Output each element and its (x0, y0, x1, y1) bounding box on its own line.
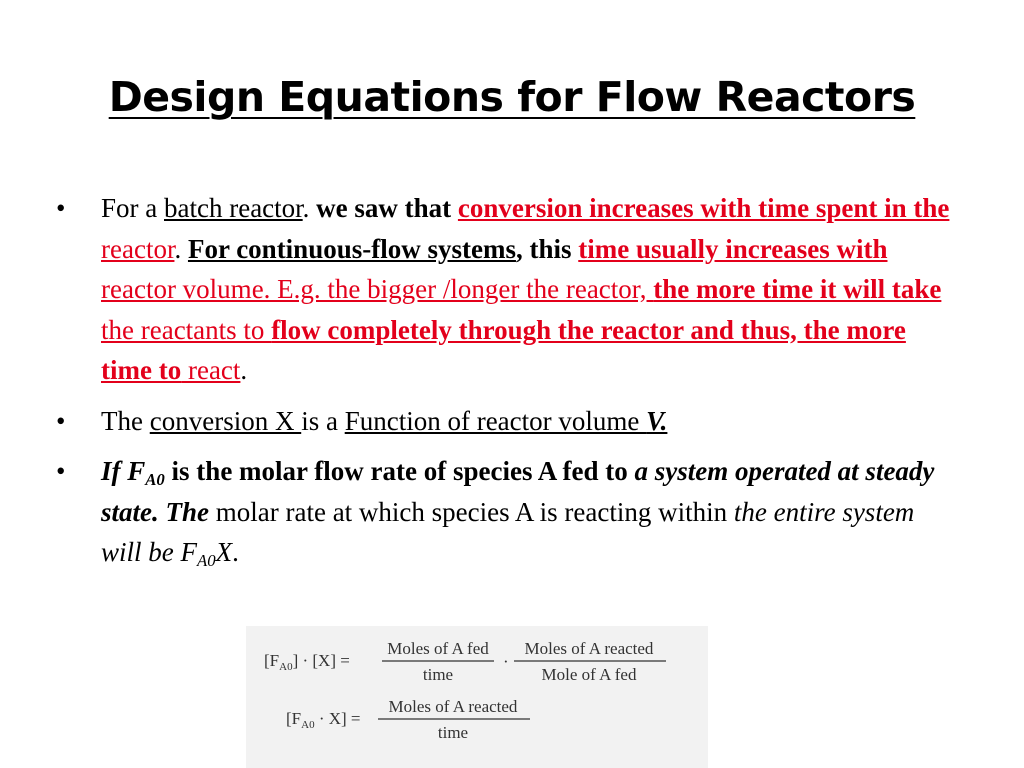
text-run: the more time it will take (653, 274, 942, 304)
bullet-marker: • (56, 456, 66, 486)
equation-1-lhs: $[F_{A0}] \cdot [X]$ = (264, 651, 350, 673)
text-run: . (232, 537, 239, 567)
bullet-marker: • (56, 193, 66, 223)
text-run: X (215, 537, 233, 567)
equation-image (246, 626, 708, 768)
fraction-2-denominator: Mole of A fed (541, 665, 637, 684)
text-run: batch reactor (164, 193, 303, 223)
bullet-item-batch-reactor (56, 188, 956, 391)
fraction-1-denominator: time (422, 665, 454, 684)
bullet-marker: • (56, 405, 66, 436)
text-run: a system operated at steady state. The (101, 456, 935, 527)
fraction-3-numerator: Moles of A reacted (388, 697, 518, 716)
text-run: the entire system will be F (101, 496, 915, 567)
fraction-1-numerator: Moles of A fed (387, 639, 489, 658)
subscript: A0 (145, 470, 165, 490)
text-run: The (101, 405, 150, 436)
bullet-item-conversion (56, 401, 956, 442)
subscript: A0 (197, 551, 216, 571)
text-run: If F (101, 456, 146, 486)
text-run: reactor volume. E.g. the bigger /longer the reactor, (101, 274, 654, 304)
text-run: , this (515, 233, 579, 264)
text-run: react (181, 355, 241, 385)
text-run: conversion X (149, 405, 302, 436)
equation-2-lhs: $[F_{A0} \cdot X]$ = (286, 709, 361, 731)
text-run: For continuous-flow systems (187, 233, 516, 264)
text-run: time usually increases with (578, 233, 888, 264)
text-run: conversion increases with time spent in the (457, 193, 950, 223)
slide-title (0, 68, 1024, 126)
text-run: is the molar flow rate of species A fed to (164, 456, 635, 486)
text-run: V. (646, 405, 668, 436)
text-run: . (240, 355, 248, 385)
equation-figure (246, 626, 708, 768)
fraction-3-denominator: time (437, 723, 469, 742)
bullet-item-molar-flow (56, 451, 956, 573)
text-run: For a (101, 193, 164, 223)
text-run: is a (301, 405, 345, 436)
text-run: molar rate at which species A is reacting within (209, 496, 734, 527)
text-run: reactor (101, 233, 175, 264)
text-run: we saw that (316, 193, 458, 223)
fraction-2-numerator: Moles of A reacted (524, 639, 654, 658)
bullet-list (56, 188, 956, 583)
slide-title-text: Design Equations for Flow Reactors (108, 73, 916, 121)
text-run: Function of reactor volume (344, 405, 647, 436)
text-run: . (302, 193, 317, 223)
text-run: flow completely through the reactor and thus, the more time to (101, 314, 906, 385)
multiply-dot: · (503, 652, 509, 671)
text-run: the reactants to (101, 314, 272, 345)
text-run: . (174, 233, 188, 264)
